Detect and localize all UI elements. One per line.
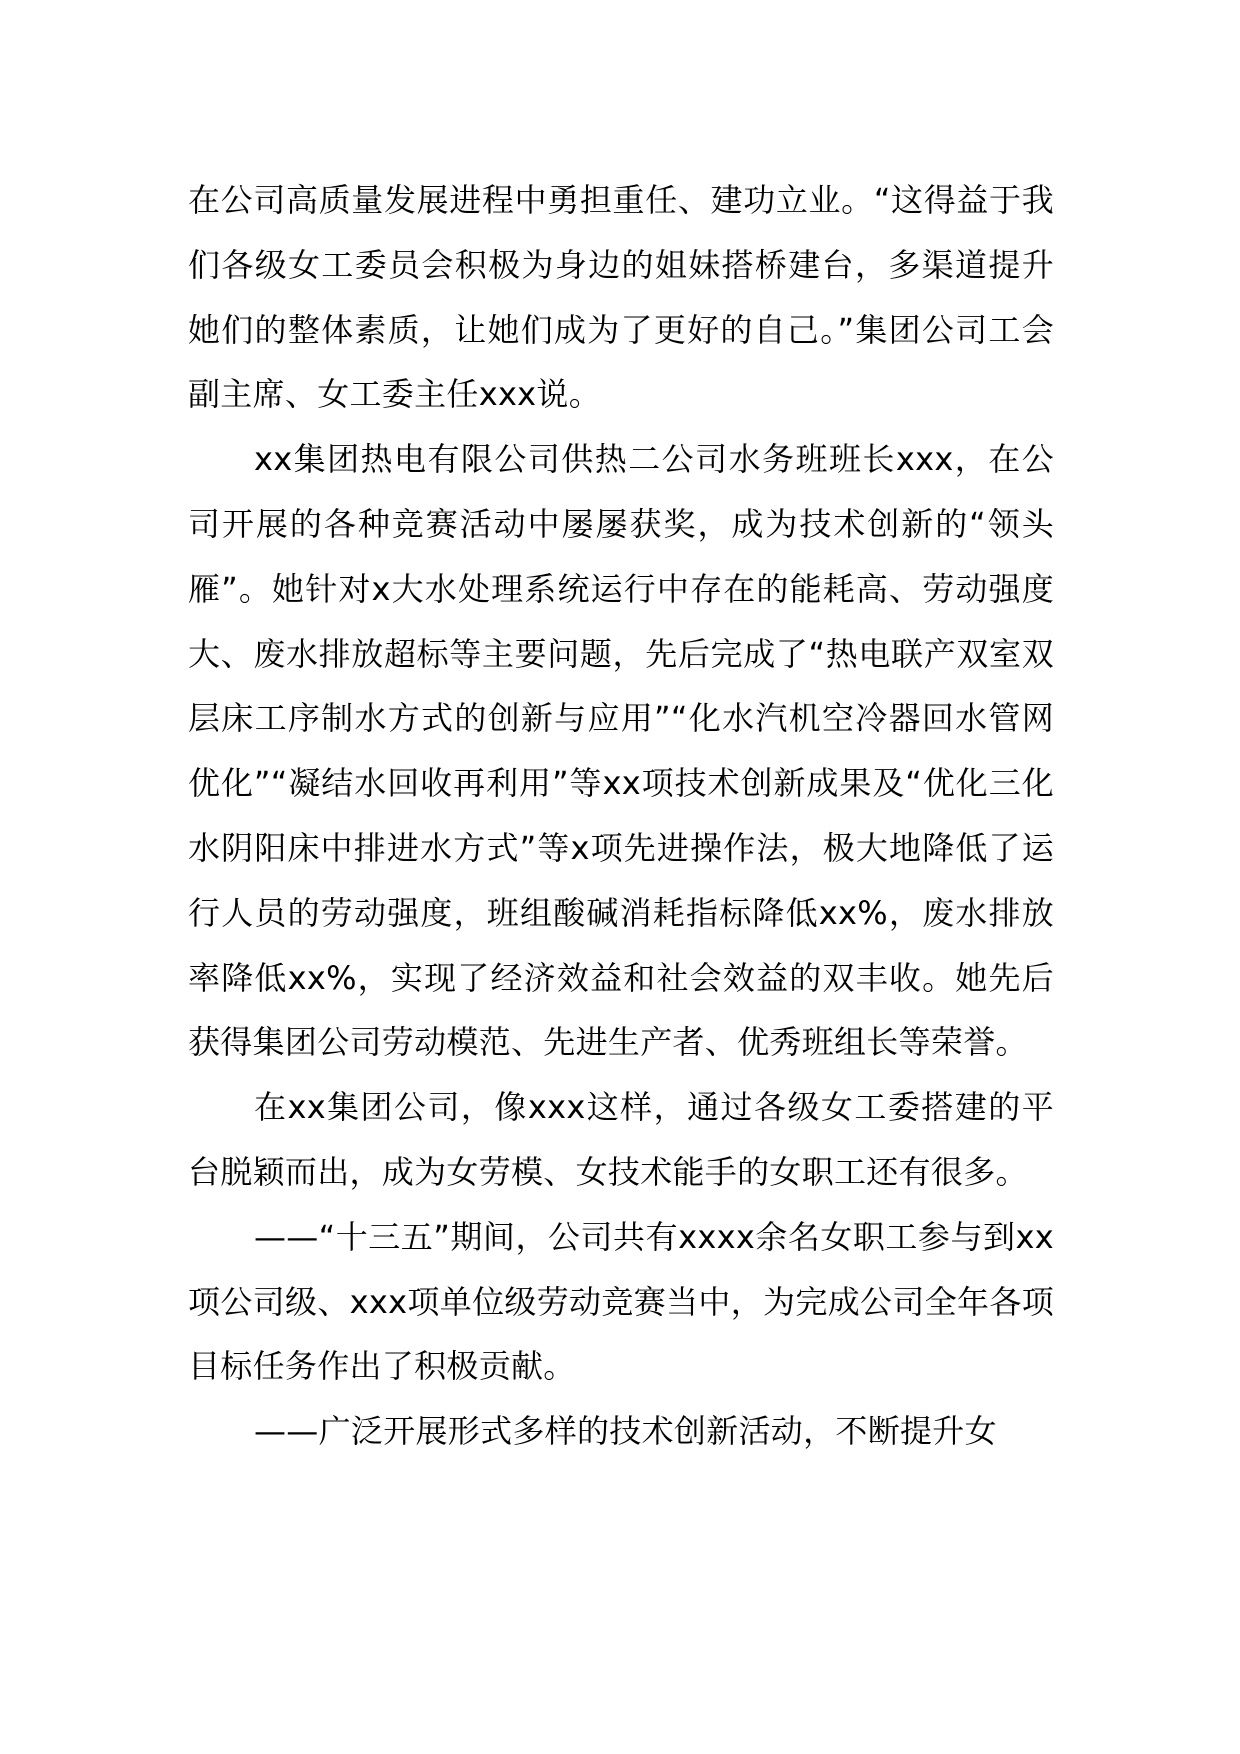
paragraph-1: 在公司高质量发展进程中勇担重任、建功立业。“这得益于我们各级女工委员会积极为身边的姐妹搭桥建台，多渠道提升她们的整体素质，让她们成为了更好的自己。”集团公司工会副主席、女工委主任xxx说。 xyxy=(188,181,1054,414)
paragraph-3: 在xx集团公司，像xxx这样，通过各级女工委搭建的平台脱颖而出，成为女劳模、女技术能手的女职工还有很多。 xyxy=(188,1088,1054,1191)
paragraph-5: ——广泛开展形式多样的技术创新活动，不断提升女 xyxy=(254,1412,997,1451)
document-page xyxy=(188,168,1054,1464)
paragraph-2: xx集团热电有限公司供热二公司水务班班长xxx，在公司开展的各种竞赛活动中屡屡获奖，成为技术创新的“领头雁”。她针对x大水处理系统运行中存在的能耗高、劳动强度大、废水排放超标等主要问题，先后完成了“热电联产双室双层床工序制水方式的创新与应用”“化水汽机空冷器回水管网优化”“凝结水回收再利用”等xx项技术创新成果及“优化三化水阴阳床中排进水方式”等x项先进操作法，极大地降低了运行人员的劳动强度，班组酸碱消耗指标降低xx%，废水排放率降低xx%，实现了经济效益和社会效益的双丰收。她先后获得集团公司劳动模范、先进生产者、优秀班组长等荣誉。 xyxy=(188,440,1054,1062)
paragraph-4: ——“十三五”期间，公司共有xxxx余名女职工参与到xx项公司级、xxx项单位级劳动竞赛当中，为完成公司全年各项目标任务作出了积极贡献。 xyxy=(188,1217,1054,1386)
